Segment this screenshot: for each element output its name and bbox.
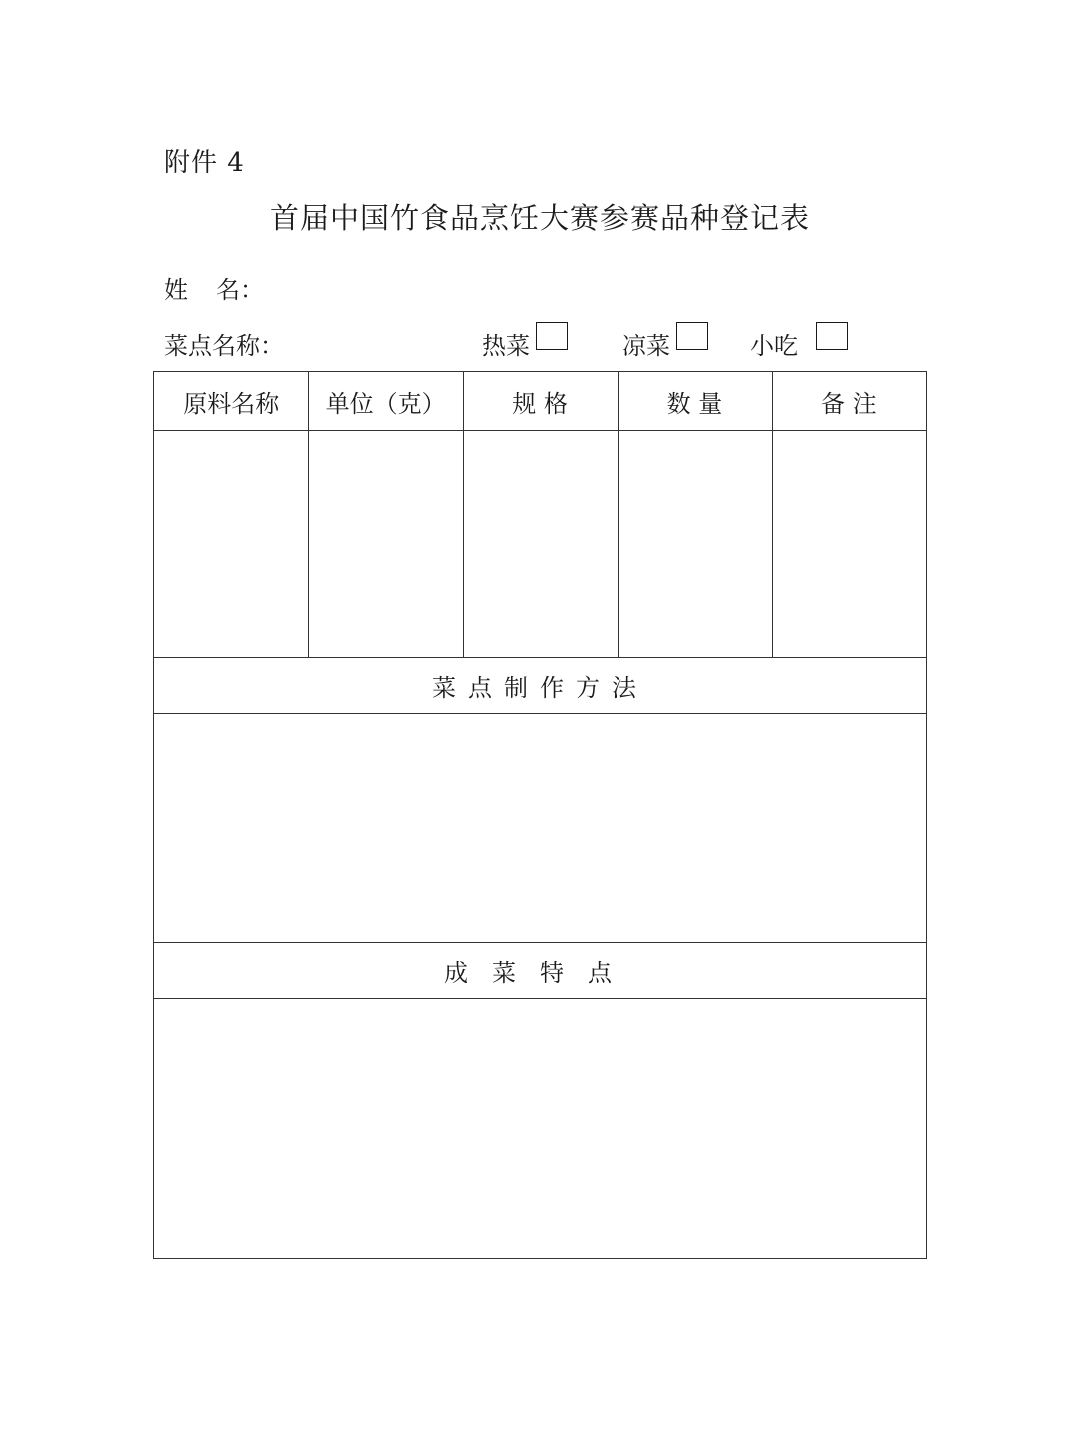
category-snack-checkbox[interactable] — [816, 322, 848, 350]
category-hot-label: 热菜 — [482, 332, 530, 360]
column-header-unit: 单位（克） — [325, 389, 446, 418]
dish-name-field[interactable] — [164, 326, 284, 361]
form-title: 首届中国竹食品烹饪大赛参赛品种登记表 — [269, 201, 810, 235]
dish-name-label: 菜点名称： — [164, 332, 284, 360]
name-label-part2: 名： — [216, 276, 264, 304]
category-snack-label: 小吃 — [750, 332, 798, 360]
name-label-part1: 姓 — [164, 276, 188, 304]
category-cold-label: 凉菜 — [622, 332, 670, 360]
column-header-remarks: 备 注 — [821, 389, 877, 418]
quantity-cell[interactable] — [617, 431, 771, 657]
features-input-area[interactable] — [154, 999, 926, 1258]
category-cold-dish[interactable] — [622, 326, 708, 361]
column-divider — [618, 372, 619, 657]
method-input-area[interactable] — [154, 714, 926, 942]
spec-cell[interactable] — [463, 431, 617, 657]
table-header-row — [154, 372, 926, 430]
column-divider — [772, 372, 773, 657]
unit-cell[interactable] — [308, 431, 462, 657]
ingredient-cell[interactable] — [154, 431, 308, 657]
table-body-row — [154, 430, 926, 657]
section-header-features: 成菜特点 — [154, 942, 926, 999]
name-field[interactable] — [164, 270, 264, 305]
remarks-cell[interactable] — [772, 431, 926, 657]
column-header-quantity: 数 量 — [666, 389, 723, 418]
category-snack[interactable] — [750, 326, 848, 361]
category-cold-checkbox[interactable] — [676, 322, 708, 350]
section-header-method: 菜点制作方法 — [154, 657, 926, 714]
column-divider — [308, 372, 309, 657]
column-header-spec: 规 格 — [512, 389, 568, 418]
column-divider — [463, 372, 464, 657]
category-hot-dish[interactable] — [482, 326, 568, 361]
annex-label: 附件 4 — [164, 148, 245, 178]
registration-table — [153, 371, 927, 1259]
category-hot-checkbox[interactable] — [536, 322, 568, 350]
column-header-ingredient: 原料名称 — [183, 389, 280, 418]
